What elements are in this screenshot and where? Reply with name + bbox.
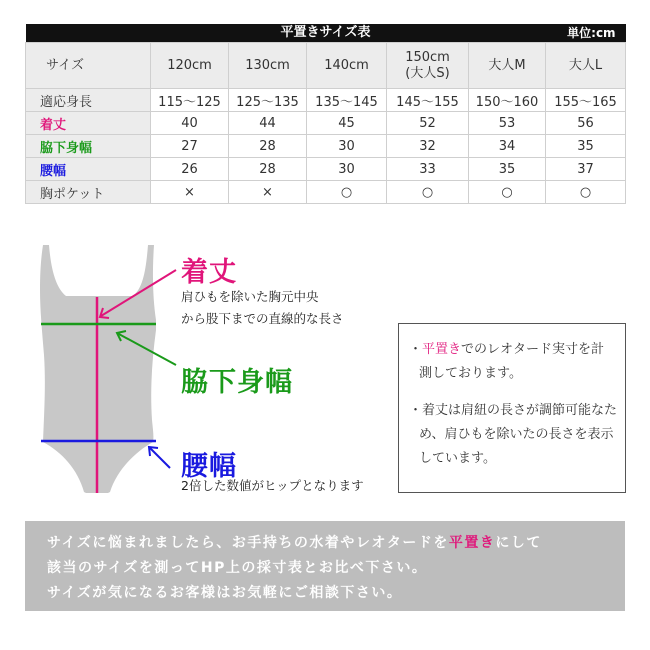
footer-text: にして (495, 535, 542, 551)
size-name: 130cm (245, 57, 290, 73)
table-cell: 26 (151, 158, 229, 181)
header-size (469, 43, 546, 89)
row-label-pocket: 胸ポケット (26, 181, 151, 204)
table-cell: 150〜160 (469, 89, 546, 112)
table-row (26, 181, 626, 204)
size-name: 120cm (167, 57, 212, 73)
table-cell: 32 (387, 135, 469, 158)
table-title-bar (26, 24, 626, 43)
row-label-chest: 脇下身幅 (26, 135, 151, 158)
footer-line2: 該当のサイズを測ってHP上の採寸表とお比べ下さい。 (47, 560, 428, 576)
note-highlight: 平置き (422, 342, 462, 357)
header-size (387, 43, 469, 89)
table-cell: 52 (387, 112, 469, 135)
waist-description: 2倍した数値がヒップとなります (181, 478, 364, 493)
table-cell: 40 (151, 112, 229, 135)
table-cell: 30 (307, 158, 387, 181)
table-row (26, 135, 626, 158)
table-cell: 125〜135 (229, 89, 307, 112)
footer-message (25, 521, 625, 611)
table-row (26, 158, 626, 181)
table-cell: 37 (546, 158, 626, 181)
table-cell: 30 (307, 135, 387, 158)
table-cell: 35 (546, 135, 626, 158)
length-description (181, 286, 344, 330)
table-cell: ○ (387, 181, 469, 204)
footer-line3: サイズが気になるお客様はお気軽にご相談下さい。 (47, 585, 403, 601)
table-cell: 28 (229, 158, 307, 181)
table-cell: ○ (307, 181, 387, 204)
table-cell: ○ (469, 181, 546, 204)
header-size (151, 43, 229, 89)
table-cell: 115〜125 (151, 89, 229, 112)
note-strap: ・着丈は肩紐の長さが調節可能なため、肩ひもを除いたの長さを表示しています。 (409, 403, 618, 466)
row-label-waist: 腰幅 (26, 158, 151, 181)
note-text: でのレオタード実寸を計測しております。 (419, 342, 605, 381)
measurement-diagram (0, 230, 650, 520)
table-cell: 27 (151, 135, 229, 158)
table-cell: 28 (229, 135, 307, 158)
header-size (546, 43, 626, 89)
table-cell: × (151, 181, 229, 204)
note-bullet: ・ (409, 342, 423, 357)
footer-highlight: 平置き (448, 535, 496, 551)
table-cell: ○ (546, 181, 626, 204)
table-header-row (26, 43, 626, 89)
table-unit: 単位:cm (567, 26, 616, 40)
table-cell: 34 (469, 135, 546, 158)
size-name: 大人M (488, 57, 526, 73)
row-label-length: 着丈 (26, 112, 151, 135)
table-cell: 135〜145 (307, 89, 387, 112)
header-size (307, 43, 387, 89)
size-subname: (大人S) (405, 65, 450, 81)
waist-arrow (149, 447, 170, 468)
table-cell: × (229, 181, 307, 204)
header-label: サイズ (26, 43, 151, 89)
table-title: 平置きサイズ表 (280, 25, 371, 40)
table-cell: 33 (387, 158, 469, 181)
table-cell: 45 (307, 112, 387, 135)
size-name: 150cm (405, 49, 450, 65)
table-cell: 35 (469, 158, 546, 181)
table-cell: 53 (469, 112, 546, 135)
table-cell: 56 (546, 112, 626, 135)
table-row (26, 89, 626, 112)
length-title: 着丈 (181, 257, 237, 288)
size-name: 大人L (568, 57, 603, 73)
chest-title: 脇下身幅 (181, 367, 293, 398)
waist-title: 腰幅 (181, 451, 237, 482)
table-cell: 44 (229, 112, 307, 135)
size-name: 140cm (324, 57, 369, 73)
table-row (26, 112, 626, 135)
length-desc-line1: 肩ひもを除いた胸元中央 (181, 289, 319, 304)
size-table (25, 24, 626, 204)
table-cell: 155〜165 (546, 89, 626, 112)
note-flat-measure (409, 338, 617, 386)
table-cell: 145〜155 (387, 89, 469, 112)
footer-line1 (47, 531, 625, 556)
length-desc-line2: から股下までの直線的な長さ (181, 311, 344, 326)
row-label-height: 適応身長 (26, 89, 151, 112)
footer-text: サイズに悩まれましたら、お手持ちの水着やレオタードを (47, 535, 449, 551)
notes-box (398, 323, 626, 493)
header-size (229, 43, 307, 89)
